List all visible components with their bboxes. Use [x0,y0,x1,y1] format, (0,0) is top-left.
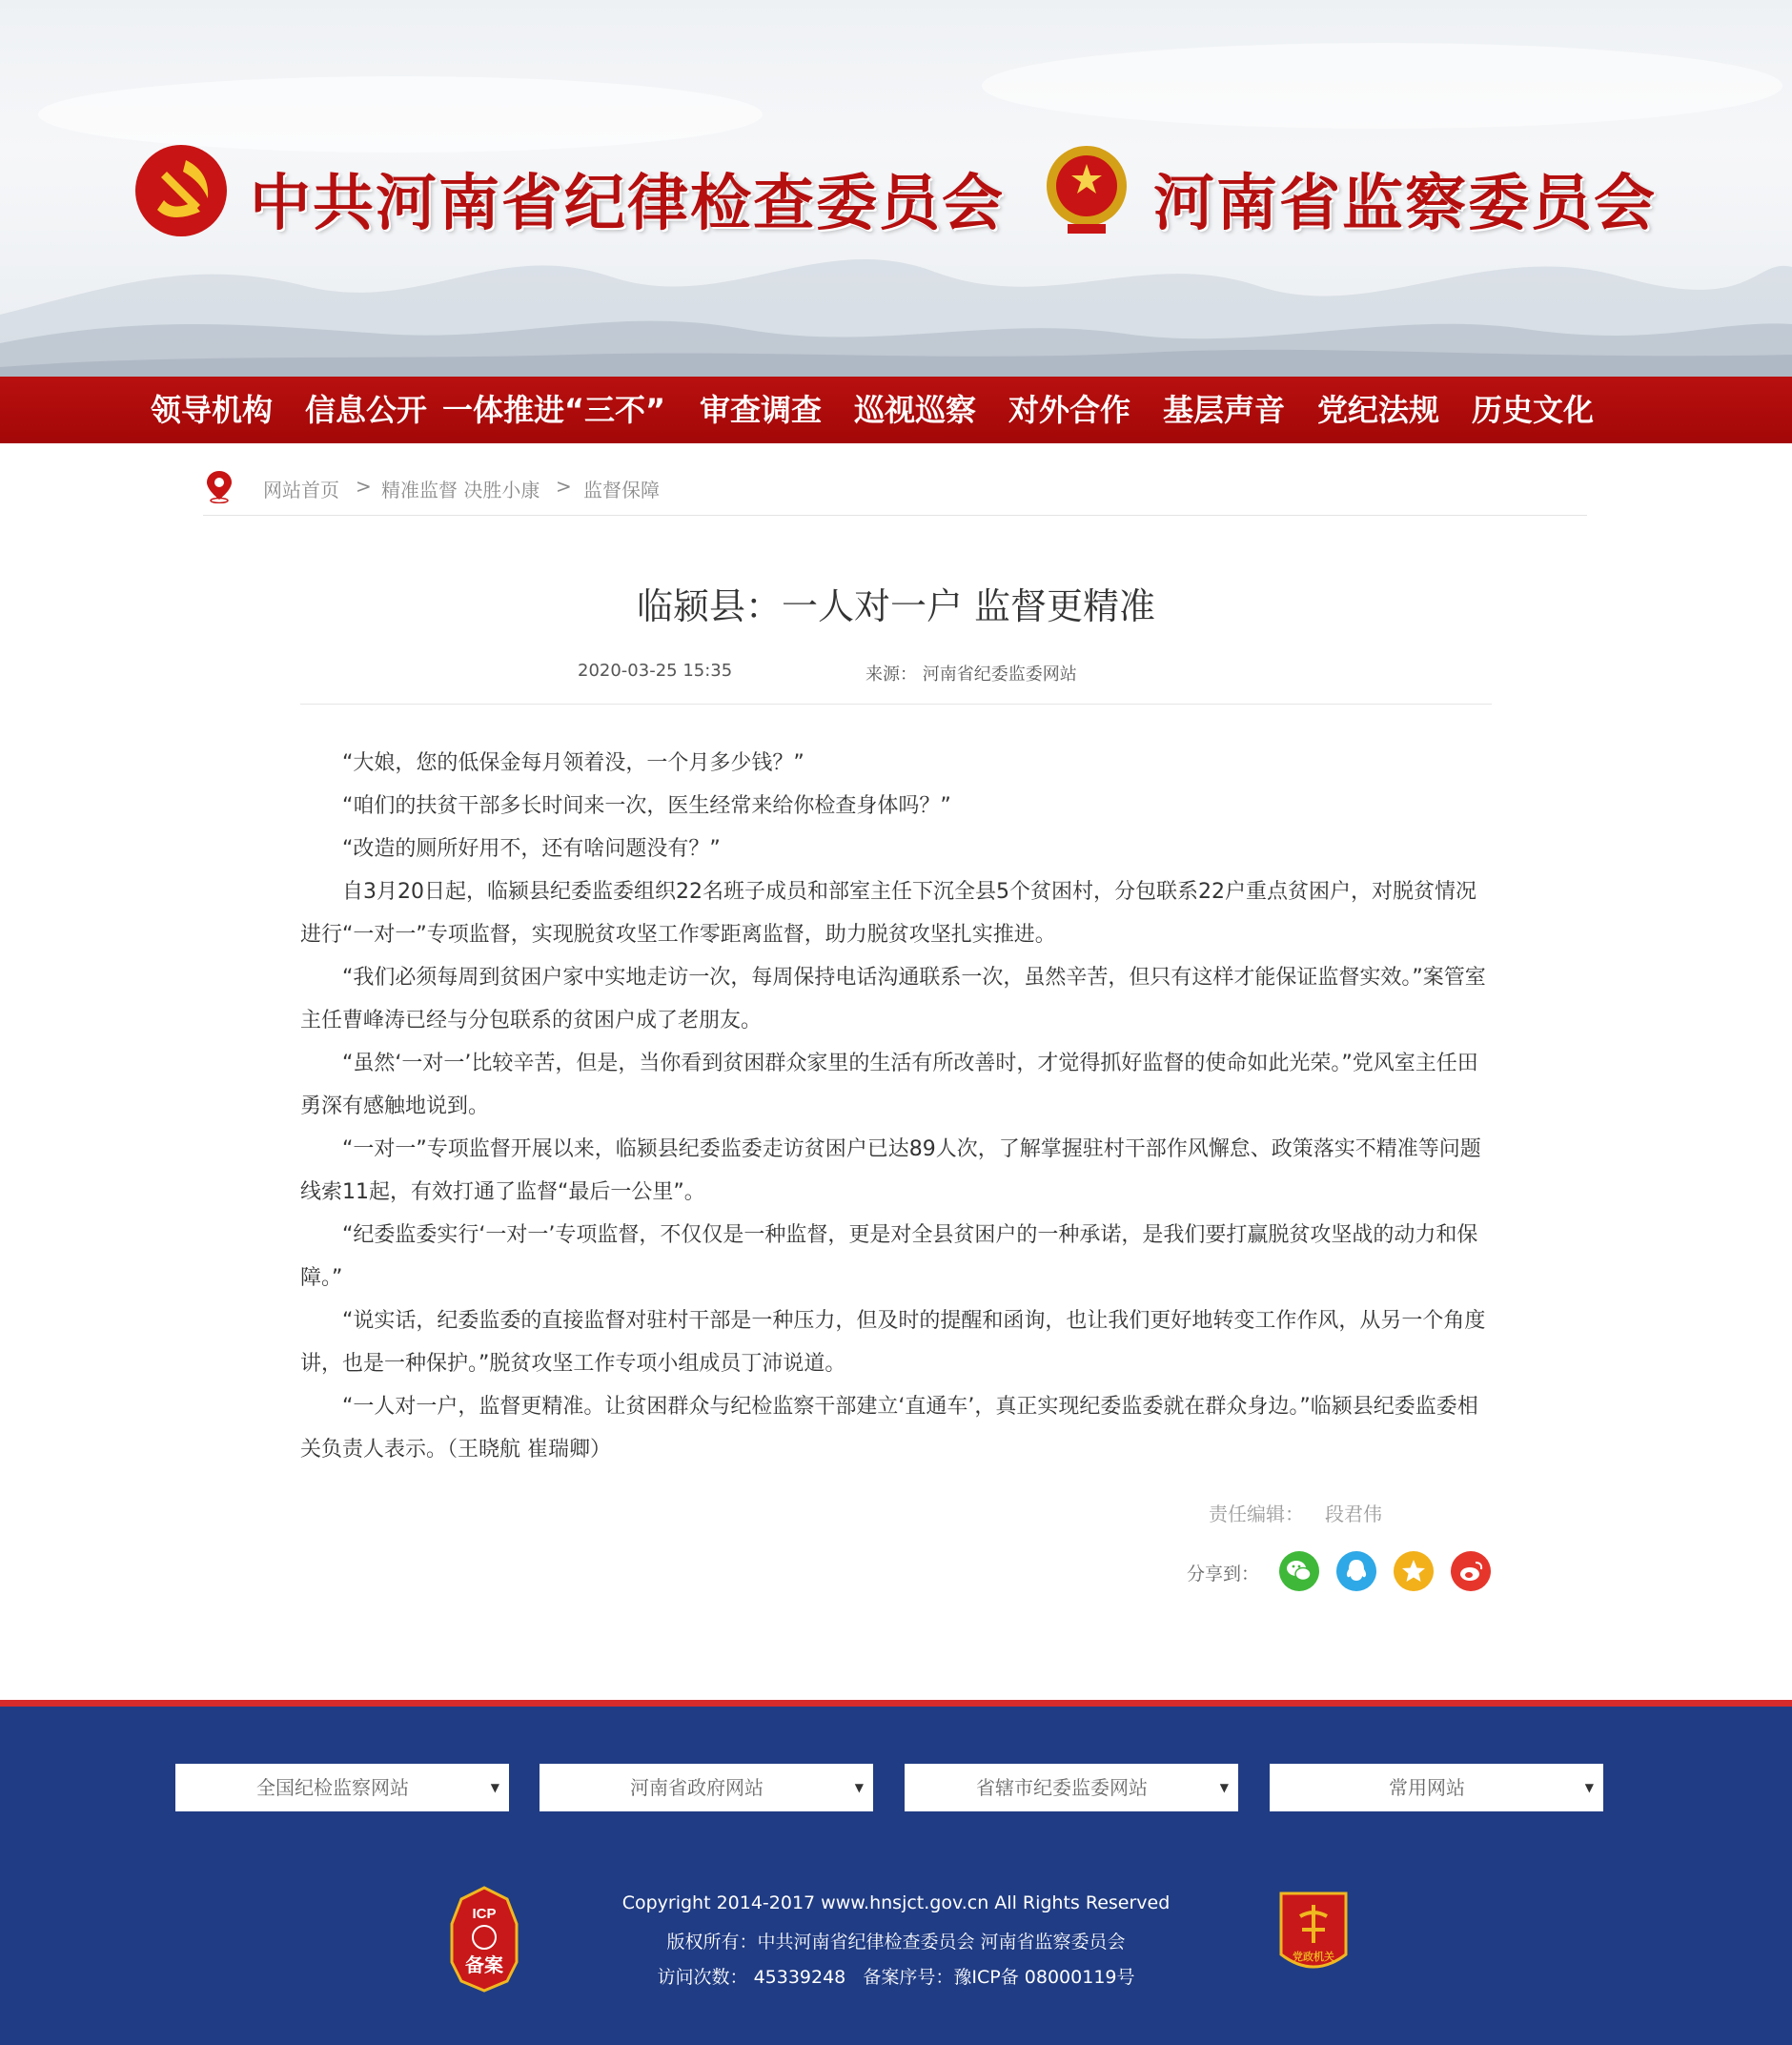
chevron-down-icon: ▼ [490,1781,499,1794]
nav-item-info-disclosure[interactable]: 信息公开 [305,392,428,428]
breadcrumb-separator: > [556,475,572,498]
badge-record-text: 备案 [465,1953,503,1976]
select-common-sites[interactable] [1270,1764,1603,1811]
article-paragraph: “改造的厕所好用不，还有啥问题没有？” [342,837,721,861]
org-name-supervision: 河南省监察委员会 [1153,168,1657,239]
footer-stripe [0,1700,1792,1707]
article-paragraph: “我们必须每周到贫困户家中实地走访一次，每周保持电话沟通联系一次，虽然辛苦，但只有这样才能保证监督实效。”案管室主任曹峰涛已经与分包联系的贫困户成了老朋友。 [300,966,1486,1033]
select-national-sites[interactable] [175,1764,509,1811]
qq-icon[interactable] [1336,1551,1376,1591]
icp-label: 备案序号： [863,1967,954,1988]
org-name-party: 中共河南省纪律检查委员会 [250,168,1005,239]
nav-item-leadership[interactable]: 领导机构 [151,392,274,428]
icp-number[interactable]: 豫ICP备 08000119号 [953,1967,1135,1988]
article-body [300,742,1492,1471]
article-paragraph: “虽然‘一对一’比较辛苦，但是，当你看到贫困群众家里的生活有所改善时，才觉得抓好监督的使命如此光荣。”党风室主任田勇深有感触地说到。 [300,1052,1478,1118]
article-paragraph: “一人对一户，监督更精准。让贫困群众与纪检监察干部建立‘直通车’，真正实现纪委监委就在群众身边。”临颍县纪委监委相关负责人表示。（王晓航 崔瑞卿） [300,1395,1478,1462]
breadcrumb [203,467,1587,516]
breadcrumb-current[interactable]: 监督保障 [583,479,660,501]
editor-name: 段君伟 [1325,1503,1382,1525]
weibo-icon[interactable] [1451,1551,1491,1591]
nav-item-inspection[interactable]: 巡视巡察 [854,392,977,428]
visits-count: 45339248 [753,1967,846,1988]
footer [0,1707,1792,2045]
footer-copyright: Copyright 2014-2017 www.hnsjct.gov.cn All Rights Reserved [621,1892,1171,1913]
breadcrumb-separator: > [356,475,372,498]
header-banner [0,0,1792,377]
badge-icp-text: ICP [472,1906,497,1922]
editor-label: 责任编辑： [1209,1503,1304,1525]
responsible-editor [1209,1499,1382,1526]
breadcrumb-section[interactable]: 精准监督 决胜小康 [381,479,540,501]
select-city-sites[interactable] [905,1764,1238,1811]
footer-stats [0,1963,1792,1989]
source-label: 来源： [865,665,917,685]
badge-agency-text: 党政机关 [1293,1951,1334,1963]
chevron-down-icon: ▼ [854,1781,864,1794]
select-city-sites-label: 省辖市纪委监委网站 [976,1776,1148,1799]
select-province-gov-sites[interactable] [540,1764,873,1811]
select-common-sites-label: 常用网站 [1389,1776,1465,1799]
party-gov-agency-badge-icon[interactable] [1275,1888,1352,1979]
chevron-down-icon: ▼ [1219,1781,1229,1794]
nav-item-investigation[interactable]: 审查调查 [700,392,823,428]
national-emblem-icon [1044,143,1130,238]
nav-item-history[interactable]: 历史文化 [1472,392,1595,428]
chevron-down-icon: ▼ [1584,1781,1594,1794]
select-province-gov-sites-label: 河南省政府网站 [630,1776,764,1799]
article-paragraph: “说实话，纪委监委的直接监督对驻村干部是一种压力，但及时的提醒和函询，也让我们更好地转变工作作风，从另一个角度讲，也是一种保护。”脱贫攻坚工作专项小组成员丁沛说道。 [300,1309,1486,1376]
nav-item-three-nos[interactable]: 一体推进“三不” [442,392,666,428]
nav-item-regulations[interactable]: 党纪法规 [1317,392,1440,428]
visits-label: 访问次数： [657,1967,748,1988]
article-title: 临颍县：一人对一户 监督更精准 [636,585,1156,627]
article-paragraph: “纪委监委实行‘一对一’专项监督，不仅仅是一种监督，更是对全县贫困户的一种承诺，是我们要打赢脱贫攻坚战的动力和保障。” [300,1223,1478,1290]
breadcrumb-home[interactable]: 网站首页 [263,479,339,501]
source-name: 河南省纪委监委网站 [922,665,1077,685]
article-date: 2020-03-25 15:35 [578,661,733,681]
party-emblem-icon [133,143,229,238]
share-label: 分享到： [1187,1564,1260,1585]
main-nav [0,377,1792,443]
article-source [865,661,1077,685]
nav-item-grassroots[interactable]: 基层声音 [1163,392,1286,428]
qzone-icon[interactable] [1394,1551,1434,1591]
article-paragraph: 自3月20日起，临颍县纪委监委组织22名班子成员和部室主任下沉全县5个贫困村，分包联系22户重点贫困户，对脱贫情况进行“一对一”专项监督，实现脱贫攻坚工作零距离监督，助力脱贫攻坚扎实推进。 [300,880,1476,947]
location-pin-icon [203,469,235,503]
footer-owner: 版权所有：中共河南省纪律检查委员会 河南省监察委员会 [666,1932,1126,1953]
nav-item-cooperation[interactable]: 对外合作 [1008,392,1131,428]
wechat-icon[interactable] [1279,1551,1319,1591]
article-paragraph: “咱们的扶贫干部多长时间来一次，医生经常来给你检查身体吗？” [342,794,951,818]
select-national-sites-label: 全国纪检监察网站 [256,1776,409,1799]
meta-divider [300,704,1492,705]
article-paragraph: “一对一”专项监督开展以来，临颍县纪委监委走访贫困户已达89人次，了解掌握驻村干部作风懈怠、政策落实不精准等问题线索11起，有效打通了监督“最后一公里”。 [300,1137,1481,1204]
article-paragraph: “大娘，您的低保金每月领着没，一个月多少钱？” [342,751,804,775]
